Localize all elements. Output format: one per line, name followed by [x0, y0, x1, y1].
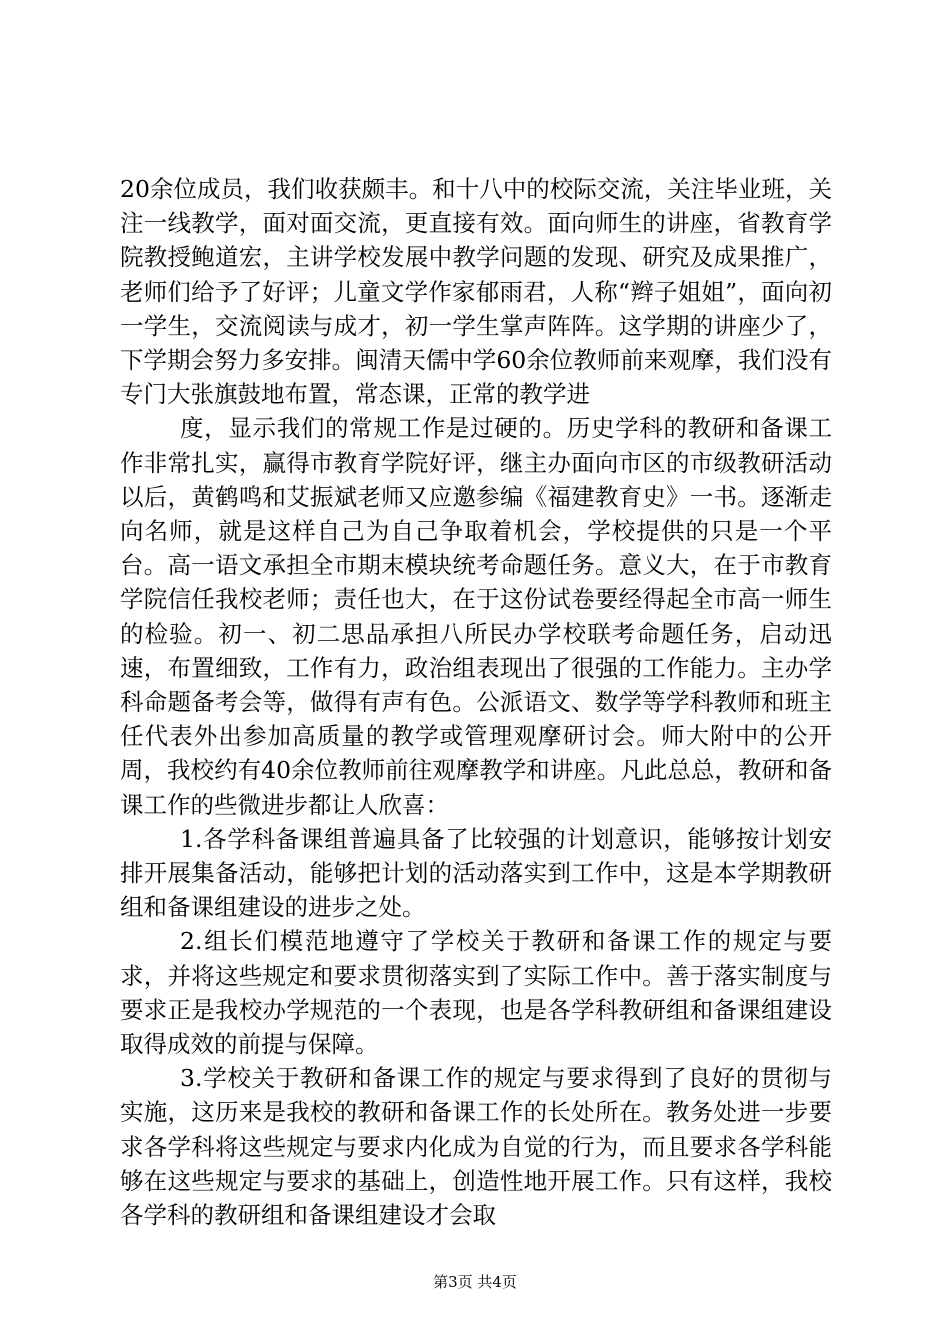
document-body	[120, 172, 832, 1232]
body-paragraph-2: 度，显示我们的常规工作是过硬的。历史学科的教研和备课工作非常扎实，赢得市教育学院好评，继主办面向市区的市级教研活动以后，黄鹤鸣和艾振斌老师又应邀参编《福建教育史》一书。逐渐走向名师，就是这样自己为自己争取着机会，学校提供的只是一个平台。高一语文承担全市期末模块统考命题任务。意义大，在于市教育学院信任我校老师；责任也大，在于这份试卷要经得起全市高一师生的检验。初一、初二思品承担八所民办学校联考命题任务，启动迅速，布置细致，工作有力，政治组表现出了很强的工作能力。主办学科命题备考会等，做得有声有色。公派语文、数学等学科教师和班主任代表外出参加高质量的教学或管理观摩研讨会。师大附中的公开周，我校约有40余位教师前往观摩教学和讲座。凡此总总，教研和备课工作的些微进步都让人欣喜：	[120, 414, 832, 819]
list-item-2: 2.组长们模范地遵守了学校关于教研和备课工作的规定与要求，并将这些规定和要求贯彻落实到了实际工作中。善于落实制度与要求正是我校办学规范的一个表现，也是各学科教研组和备课组建设取得成效的前提与保障。	[120, 927, 832, 1059]
list-item-3: 3.学校关于教研和备课工作的规定与要求得到了良好的贯彻与实施，这历来是我校的教研和备课工作的长处所在。教务处进一步要求各学科将这些规定与要求内化成为自觉的行为，而且要求各学科能够在这些规定与要求的基础上，创造性地开展工作。只有这样，我校各学科的教研组和备课组建设才会取	[120, 1064, 832, 1230]
page-number-footer: 第3页 共4页	[433, 1273, 517, 1291]
list-item-1: 1.各学科备课组普遍具备了比较强的计划意识，能够按计划安排开展集备活动，能够把计划的活动落实到工作中，这是本学期教研组和备课组建设的进步之处。	[120, 824, 832, 922]
body-paragraph-1: 20余位成员，我们收获颇丰。和十八中的校际交流，关注毕业班，关注一线教学，面对面交流，更直接有效。面向师生的讲座，省教育学院教授鲍道宏，主讲学校发展中教学问题的发现、研究及成果推广，老师们给予了好评；儿童文学作家郁雨君，人称“辫子姐姐”，面向初一学生，交流阅读与成才，初一学生掌声阵阵。这学期的讲座少了，下学期会努力多安排。闽清天儒中学60余位教师前来观摩，我们没有专门大张旗鼓地布置，常态课，正常的教学进	[120, 175, 832, 409]
